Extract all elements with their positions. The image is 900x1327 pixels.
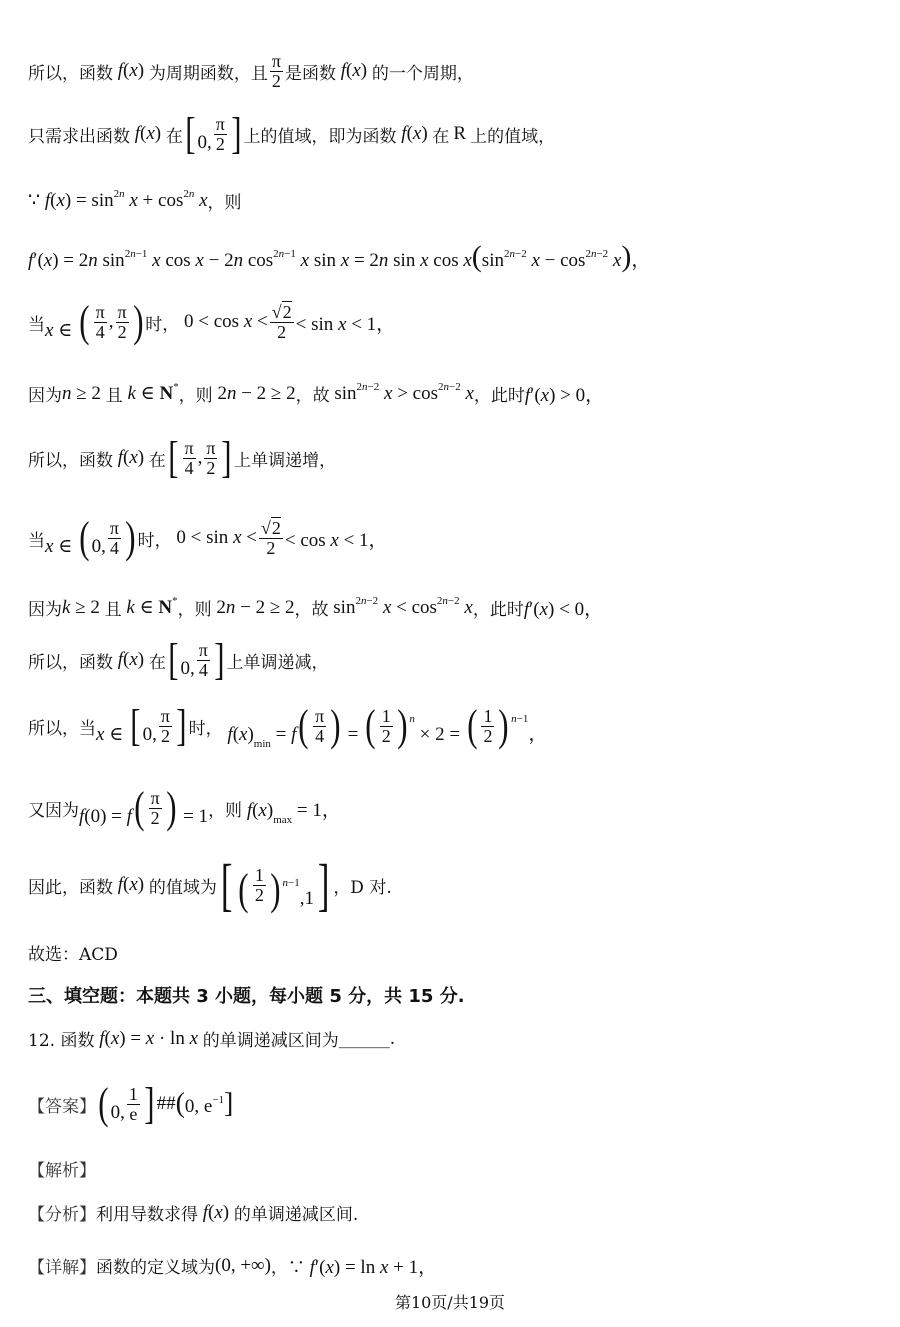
text: 是函数	[284, 63, 336, 84]
text: 为周期函数，且	[148, 63, 268, 84]
math: f(x)	[117, 874, 149, 895]
fenxi-tag: 【分析】	[28, 1205, 96, 1225]
math: ∵ $f(x) = \sin^{2n} x + \cos^{2n} x$	[28, 188, 208, 211]
math: 0 < sin x <	[171, 527, 257, 548]
text: 的单调递减区间为	[202, 1031, 339, 1051]
math: f(x)	[117, 447, 149, 468]
text: 只需求出函数	[28, 126, 130, 147]
text: 上单调递减，	[226, 652, 329, 673]
math: f(x)	[117, 60, 149, 82]
fraction: $\frac{\pi}{2}$	[150, 787, 160, 828]
text: 12. 函数	[28, 1031, 95, 1051]
text-line-8: 当 x ∈ ( 0, $\frac{\pi}{4}$ ) 时， 0 < sin x < $\frac{√2}{2}$ < cos x < 1，	[28, 513, 388, 562]
jiexi-tag: 【解析】	[28, 1161, 96, 1181]
text-line-11: 所以，当 x ∈ [ 0, $\frac{\pi}{2}$ ] 时， $f(x)_{min} = f$( $\frac{\pi}{4}$ ) = ( $\frac{1}{2}$ ) $^n$ × 2 = ( $\frac{1}{2}$ ) $^{n-1}$，	[28, 701, 548, 750]
text: 且	[105, 386, 123, 406]
fraction: $\frac{\pi}{4}$	[184, 437, 194, 478]
fraction: $\frac{√2}{2}$	[260, 517, 281, 558]
math: ( 0,	[98, 1079, 125, 1128]
text: 因此，函数	[28, 877, 113, 898]
section-title: 三、填空题：本题共 3 小题，每小题 5 分，共 15 分.	[28, 986, 465, 1007]
text: 时，	[137, 530, 172, 551]
math: f(x)	[134, 123, 166, 144]
text: ##	[156, 1093, 176, 1114]
fraction: $\frac{\pi}{4}$	[95, 301, 105, 342]
text: ，∵	[270, 1258, 305, 1278]
text: 的值域为	[148, 877, 217, 898]
text: ，此时	[473, 386, 525, 406]
page-footer: 第10页/共19页	[394, 1293, 506, 1312]
text: 上的值域，	[470, 126, 556, 147]
text: 所以，当	[28, 718, 96, 739]
text-line-10: 所以，函数 f(x) 在 [ 0, $\frac{\pi}{4}$ ] 上单调递减，	[28, 635, 329, 684]
text-line-13: 因此，函数 f(x) 的值域为 [ ( $\frac{1}{2}$ ) $^{n-1}$,1] ，D 对.	[28, 852, 392, 917]
text: ，则	[208, 800, 243, 821]
text: ，故	[294, 600, 329, 620]
math: f(x)	[202, 1201, 234, 1223]
text-line-1	[28, 52, 474, 91]
fraction: $\frac{\pi}{2}$	[271, 51, 281, 91]
math: $f(x)_{max} = 1$，	[246, 799, 341, 826]
math: f(x) = x · ln x	[99, 1027, 199, 1049]
question-12	[28, 1026, 395, 1051]
math: < cos x < 1，	[284, 529, 388, 551]
text: 时，	[188, 718, 223, 739]
text: ，D 对.	[333, 877, 392, 898]
math: x ∈ [ 0,	[96, 701, 157, 750]
text: 当	[28, 314, 45, 335]
text: 在	[148, 450, 166, 471]
answer-line: 【答案】 ( 0, $\frac{1}{e}$ ] ## (0, $e^{-1}$]	[28, 1079, 234, 1128]
section-heading	[28, 982, 465, 1008]
text-line-3	[28, 188, 242, 213]
math: $\sin^{2n-2} x > \cos^{2n-2} x$	[329, 380, 474, 404]
text-line-7: 所以，函数 f(x) 在 [ $\frac{\pi}{4}$ , $\frac{\pi}{2}$ ] 上单调递增，	[28, 433, 337, 482]
math: ]	[231, 109, 242, 158]
answer-choice: 故选：ACD	[28, 945, 118, 965]
math: x ∈ ( 0,	[45, 513, 106, 562]
math: 2n − 2 ≥ 2	[211, 596, 295, 618]
fraction: $\frac{\pi}{2}$	[206, 437, 216, 478]
text: 因为	[28, 600, 62, 620]
text: 在	[148, 652, 166, 673]
text: ，则	[177, 600, 212, 620]
fraction: $\frac{\pi}{4}$	[315, 705, 325, 746]
fraction: $\frac{1}{2}$	[483, 705, 493, 746]
text: 且	[104, 600, 122, 620]
text: 的单调递减区间.	[233, 1205, 359, 1225]
math: 0 < cos x <	[179, 311, 268, 332]
math: (0, +∞)	[215, 1254, 271, 1276]
math: x ∈ (	[45, 297, 90, 346]
xiangjie-line	[28, 1252, 437, 1279]
fraction: $\frac{1}{2}$	[381, 705, 391, 746]
text: ，则	[178, 386, 213, 406]
text: 所以，函数	[28, 63, 113, 84]
math: f(x)	[117, 649, 149, 670]
fraction: $\frac{\pi}{4}$	[109, 517, 120, 558]
text-line-9	[28, 594, 603, 621]
math: [ 0,	[185, 109, 212, 158]
math: f′(x) < 0，	[523, 599, 604, 620]
text: 所以，函数	[28, 450, 113, 471]
fraction: $\frac{\pi}{2}$	[215, 113, 225, 154]
text: 上的值域，即为函数	[243, 126, 397, 147]
math: f′(x) > 0，	[524, 385, 605, 406]
text: 利用导数求得	[96, 1205, 198, 1225]
text: ，故	[295, 386, 330, 406]
math: f(0) = f(	[79, 783, 145, 832]
text-line-5: 当 x ∈ ( $\frac{\pi}{4}$ , $\frac{\pi}{2}$ ) 时， 0 < cos x < $\frac{√2}{2}$ < sin x < 1，	[28, 297, 396, 346]
math: < sin x < 1，	[295, 313, 396, 335]
text: 的一个周期，	[371, 63, 474, 84]
text: 时，	[145, 314, 180, 335]
math: k ∈ N*	[127, 381, 179, 404]
text: 在	[432, 126, 450, 147]
fenxi-line	[28, 1200, 358, 1225]
jiexi-line	[28, 1156, 96, 1181]
text: ______.	[338, 1028, 396, 1049]
fraction: $\frac{\pi}{2}$	[160, 705, 171, 746]
math: $\sin^{2n-2} x < \cos^{2n-2} x$	[328, 594, 473, 618]
text-line-6	[28, 380, 604, 407]
math: f(x)	[340, 60, 372, 82]
math: k ∈ N*	[126, 595, 178, 618]
xiangjie-tag: 【详解】	[28, 1258, 96, 1278]
text: 又因为	[28, 800, 79, 821]
math: n ≥ 2	[62, 382, 106, 404]
math: f(x)	[401, 123, 433, 144]
text-line-2	[28, 109, 556, 158]
text-line-14	[28, 940, 118, 965]
text: R	[453, 123, 467, 144]
text: ，则	[207, 193, 242, 213]
fraction: $\frac{1}{e}$	[128, 1083, 138, 1124]
math: 2n − 2 ≥ 2	[212, 382, 296, 404]
fraction: $\frac{√2}{2}$	[271, 301, 292, 342]
text: 上单调递增，	[234, 450, 337, 471]
text: ，此时	[472, 600, 524, 620]
text: 在	[165, 126, 183, 147]
math: k ≥ 2	[62, 596, 105, 618]
answer-tag: 【答案】	[28, 1096, 96, 1117]
math: f′(x) = ln x + 1，	[309, 1257, 438, 1278]
fraction: $\frac{1}{2}$	[254, 864, 264, 905]
text-line-12: 又因为 f(0) = f( $\frac{\pi}{2}$ ) = 1 ，则 $f(x)_{max} = 1$，	[28, 783, 341, 832]
math: (0, $e^{-1}$]	[175, 1088, 234, 1119]
text: 当	[28, 530, 45, 551]
fraction: $\frac{\pi}{4}$	[198, 639, 208, 680]
text: 所以，函数	[28, 652, 113, 673]
text: 函数的定义域为	[96, 1258, 215, 1278]
fraction: $\frac{\pi}{2}$	[117, 301, 127, 342]
math: f′(x) = 2n $\sin^{2n-1} x$ cos x − 2n $\cos^{2n-1} x$ sin x = 2n sin x $\cos x(\sin^{2n-2}$ $x - \cos^{2n-2} x$)，	[28, 240, 651, 273]
text-line-4	[28, 240, 650, 274]
text: 因为	[28, 386, 62, 406]
math: $f(x)_{min} = f$(	[227, 701, 309, 750]
